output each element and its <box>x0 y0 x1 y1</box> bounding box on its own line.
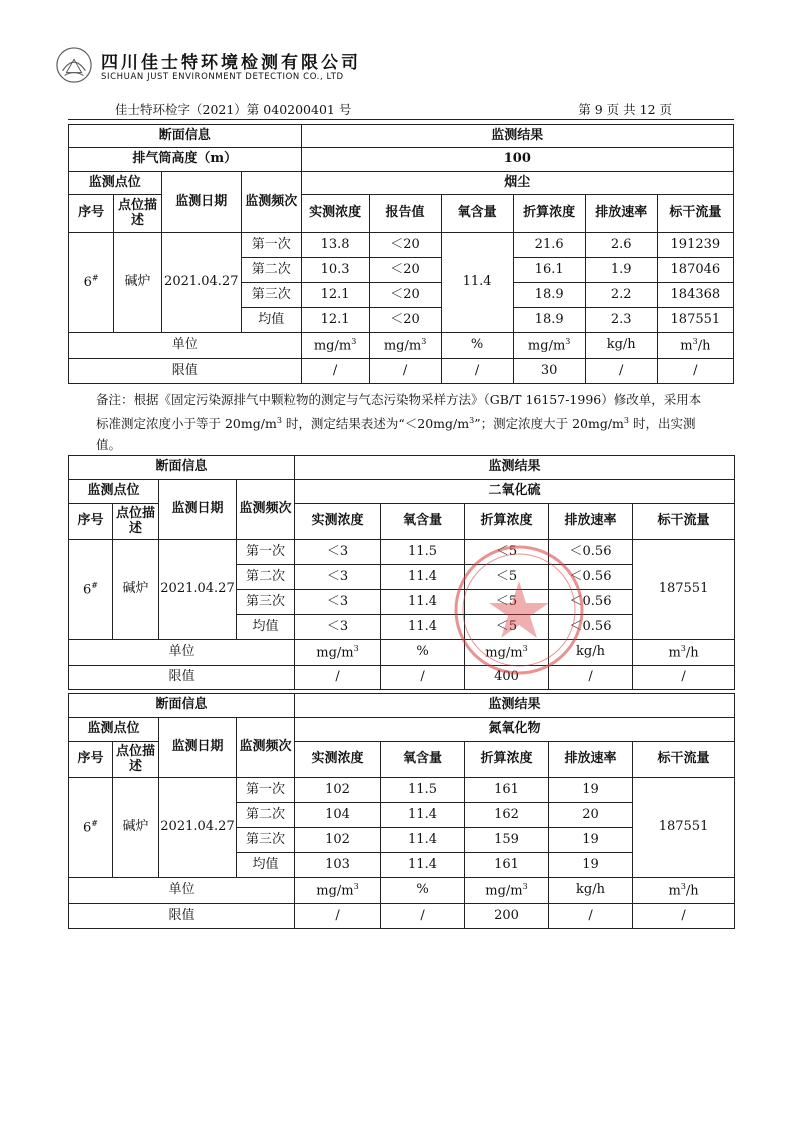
pollutant-header: 烟尘 <box>301 172 733 195</box>
point-header: 监测点位 <box>69 480 159 504</box>
unit-cell: $mg/m^3$ <box>465 878 549 904</box>
company-name: 四川佳士特环境检测有限公司 <box>101 53 361 73</box>
table-row <box>69 778 735 803</box>
flow-cell: 187551 <box>633 540 735 640</box>
value-cell: ＜0.56 <box>549 540 633 565</box>
unit-cell: $m^3/h$ <box>633 878 735 904</box>
limit-cell: / <box>381 666 465 690</box>
monitor-result-header: 监测结果 <box>295 694 735 718</box>
col-header: 实测浓度 <box>301 195 369 233</box>
unit-cell: kg/h <box>549 640 633 666</box>
value-cell: ＜20 <box>369 258 441 283</box>
freq-cell: 均值 <box>241 308 301 333</box>
freq-cell: 第二次 <box>241 258 301 283</box>
value-cell: 2.6 <box>585 233 657 258</box>
value-cell: 2.2 <box>585 283 657 308</box>
date-header: 监测日期 <box>159 480 237 540</box>
monitor-result-header: 监测结果 <box>295 456 735 480</box>
value-cell: ＜5 <box>465 540 549 565</box>
freq-cell: 第三次 <box>241 283 301 308</box>
point-desc-header: 点位描述 <box>114 195 161 233</box>
unit-cell: $mg/m^3$ <box>513 333 585 359</box>
section-info-header: 断面信息 <box>69 694 295 718</box>
value-cell: 11.4 <box>381 803 465 828</box>
limit-cell: / <box>585 359 657 384</box>
unit-label: 单位 <box>69 878 295 904</box>
col-header: 标干流量 <box>633 742 735 778</box>
col-header: 氧含量 <box>381 742 465 778</box>
value-cell: 11.4 <box>381 853 465 878</box>
unit-cell: kg/h <box>549 878 633 904</box>
seq-cell: 6# <box>69 540 113 640</box>
value-cell: 11.4 <box>381 828 465 853</box>
value-cell: ＜5 <box>465 590 549 615</box>
value-cell: 12.1 <box>301 283 369 308</box>
limit-cell: / <box>381 904 465 929</box>
limit-label: 限值 <box>69 904 295 929</box>
value-cell: 187551 <box>657 308 733 333</box>
value-cell: 162 <box>465 803 549 828</box>
col-header: 实测浓度 <box>295 742 381 778</box>
seq-header: 序号 <box>69 504 113 540</box>
stack-height-label: 排气筒高度（m） <box>69 148 302 172</box>
company-logo-icon <box>55 46 93 84</box>
desc-cell: 碱炉 <box>114 233 161 333</box>
freq-cell: 均值 <box>237 615 295 640</box>
value-cell: 13.8 <box>301 233 369 258</box>
value-cell: 191239 <box>657 233 733 258</box>
freq-cell: 第二次 <box>237 565 295 590</box>
header-rule <box>68 119 734 120</box>
date-header: 监测日期 <box>161 172 241 233</box>
value-cell: ＜0.56 <box>549 615 633 640</box>
seq-header: 序号 <box>69 195 114 233</box>
freq-header: 监测频次 <box>241 172 301 233</box>
section-info-header: 断面信息 <box>69 456 295 480</box>
limit-cell: / <box>657 359 733 384</box>
limit-cell: / <box>633 904 735 929</box>
section-info-header: 断面信息 <box>69 125 302 148</box>
seq-cell: 6# <box>69 778 113 878</box>
table-smoke-dust <box>68 124 734 384</box>
value-cell: 159 <box>465 828 549 853</box>
point-desc-header: 点位描述 <box>113 504 159 540</box>
value-cell: ＜0.56 <box>549 590 633 615</box>
value-cell: 19 <box>549 778 633 803</box>
date-cell: 2021.04.27 <box>159 540 237 640</box>
value-cell: 19 <box>549 828 633 853</box>
point-header: 监测点位 <box>69 172 162 195</box>
page-number: 第 9 页 共 12 页 <box>578 102 672 117</box>
table-row <box>69 233 734 258</box>
value-cell: 184368 <box>657 283 733 308</box>
oxygen-cell: 11.4 <box>441 233 513 333</box>
value-cell: 102 <box>295 828 381 853</box>
unit-cell: $m^3/h$ <box>633 640 735 666</box>
desc-cell: 碱炉 <box>113 778 159 878</box>
col-header: 标干流量 <box>633 504 735 540</box>
limit-row <box>69 904 735 929</box>
col-header: 排放速率 <box>585 195 657 233</box>
freq-header: 监测频次 <box>237 480 295 540</box>
value-cell: 12.1 <box>301 308 369 333</box>
limit-cell: / <box>549 904 633 929</box>
freq-cell: 第一次 <box>237 778 295 803</box>
freq-cell: 第三次 <box>237 828 295 853</box>
seq-header: 序号 <box>69 742 113 778</box>
value-cell: ＜3 <box>295 540 381 565</box>
limit-row <box>69 666 735 690</box>
unit-cell: $mg/m^3$ <box>465 640 549 666</box>
unit-cell: % <box>381 640 465 666</box>
limit-label: 限值 <box>69 666 295 690</box>
unit-label: 单位 <box>69 640 295 666</box>
document-number: 佳士特环检字（2021）第 040200401 号 <box>115 102 352 117</box>
unit-cell: $m^3/h$ <box>657 333 733 359</box>
value-cell: ＜5 <box>465 615 549 640</box>
table-row <box>69 540 735 565</box>
value-cell: ＜5 <box>465 565 549 590</box>
col-header: 折算浓度 <box>465 742 549 778</box>
seq-cell: 6# <box>69 233 114 333</box>
value-cell: 19 <box>549 853 633 878</box>
freq-cell: 第一次 <box>241 233 301 258</box>
date-header: 监测日期 <box>159 718 237 778</box>
letterhead <box>55 42 745 102</box>
col-header: 标干流量 <box>657 195 733 233</box>
limit-cell: / <box>295 666 381 690</box>
limit-cell: / <box>633 666 735 690</box>
col-header: 氧含量 <box>381 504 465 540</box>
desc-cell: 碱炉 <box>113 540 159 640</box>
freq-cell: 均值 <box>237 853 295 878</box>
limit-cell: 30 <box>513 359 585 384</box>
value-cell: 11.5 <box>381 778 465 803</box>
table-nitrogen-oxides <box>68 693 735 929</box>
value-cell: ＜3 <box>295 590 381 615</box>
unit-label: 单位 <box>69 333 302 359</box>
value-cell: 10.3 <box>301 258 369 283</box>
value-cell: 16.1 <box>513 258 585 283</box>
value-cell: 103 <box>295 853 381 878</box>
value-cell: 18.9 <box>513 283 585 308</box>
freq-cell: 第三次 <box>237 590 295 615</box>
col-header: 排放速率 <box>549 742 633 778</box>
value-cell: 2.3 <box>585 308 657 333</box>
col-header: 折算浓度 <box>465 504 549 540</box>
limit-cell: / <box>549 666 633 690</box>
unit-row <box>69 640 735 666</box>
limit-cell: / <box>441 359 513 384</box>
stack-height-value: 100 <box>301 148 733 172</box>
date-cell: 2021.04.27 <box>161 233 241 333</box>
pollutant-header: 二氧化硫 <box>295 480 735 504</box>
flow-cell: 187551 <box>633 778 735 878</box>
value-cell: ＜3 <box>295 615 381 640</box>
value-cell: 21.6 <box>513 233 585 258</box>
limit-cell: / <box>295 904 381 929</box>
limit-cell: / <box>301 359 369 384</box>
col-header: 排放速率 <box>549 504 633 540</box>
remark-text: 备注：根据《固定污染源排气中颗粒物的测定与气态污染物采样方法》（GB/T 16157-1996）修改单，采用本标准测定浓度小于等于 $20mg/m^3$ 时，测定结果表述为“$<20mg/m^3$”；测定浓度大于 $20mg/m^3$ 时，出实测值。 <box>96 392 702 453</box>
value-cell: 161 <box>465 853 549 878</box>
value-cell: 20 <box>549 803 633 828</box>
limit-row <box>69 359 734 384</box>
table-sulfur-dioxide <box>68 455 735 690</box>
value-cell: 11.4 <box>381 590 465 615</box>
value-cell: 104 <box>295 803 381 828</box>
value-cell: 187046 <box>657 258 733 283</box>
point-desc-header: 点位描述 <box>113 742 159 778</box>
unit-cell: $mg/m^3$ <box>295 878 381 904</box>
unit-cell: % <box>441 333 513 359</box>
value-cell: 1.9 <box>585 258 657 283</box>
freq-cell: 第二次 <box>237 803 295 828</box>
limit-label: 限值 <box>69 359 302 384</box>
unit-row <box>69 333 734 359</box>
value-cell: ＜20 <box>369 308 441 333</box>
unit-cell: $mg/m^3$ <box>295 640 381 666</box>
unit-cell: % <box>381 878 465 904</box>
value-cell: 11.4 <box>381 615 465 640</box>
unit-cell: $mg/m^3$ <box>369 333 441 359</box>
unit-cell: $mg/m^3$ <box>301 333 369 359</box>
value-cell: ＜0.56 <box>549 565 633 590</box>
freq-cell: 第一次 <box>237 540 295 565</box>
value-cell: ＜3 <box>295 565 381 590</box>
date-cell: 2021.04.27 <box>159 778 237 878</box>
value-cell: 11.4 <box>381 565 465 590</box>
monitor-result-header: 监测结果 <box>301 125 733 148</box>
point-header: 监测点位 <box>69 718 159 742</box>
limit-cell: / <box>369 359 441 384</box>
remark-note <box>96 389 708 455</box>
limit-cell: 200 <box>465 904 549 929</box>
col-header: 报告值 <box>369 195 441 233</box>
limit-cell: 400 <box>465 666 549 690</box>
unit-cell: kg/h <box>585 333 657 359</box>
unit-row <box>69 878 735 904</box>
value-cell: ＜20 <box>369 233 441 258</box>
value-cell: 18.9 <box>513 308 585 333</box>
company-name-en: SICHUAN JUST ENVIRONMENT DETECTION CO., LTD <box>101 72 344 82</box>
col-header: 氧含量 <box>441 195 513 233</box>
pollutant-header: 氮氧化物 <box>295 718 735 742</box>
value-cell: 161 <box>465 778 549 803</box>
value-cell: 11.5 <box>381 540 465 565</box>
freq-header: 监测频次 <box>237 718 295 778</box>
value-cell: 102 <box>295 778 381 803</box>
col-header: 实测浓度 <box>295 504 381 540</box>
col-header: 折算浓度 <box>513 195 585 233</box>
value-cell: ＜20 <box>369 283 441 308</box>
